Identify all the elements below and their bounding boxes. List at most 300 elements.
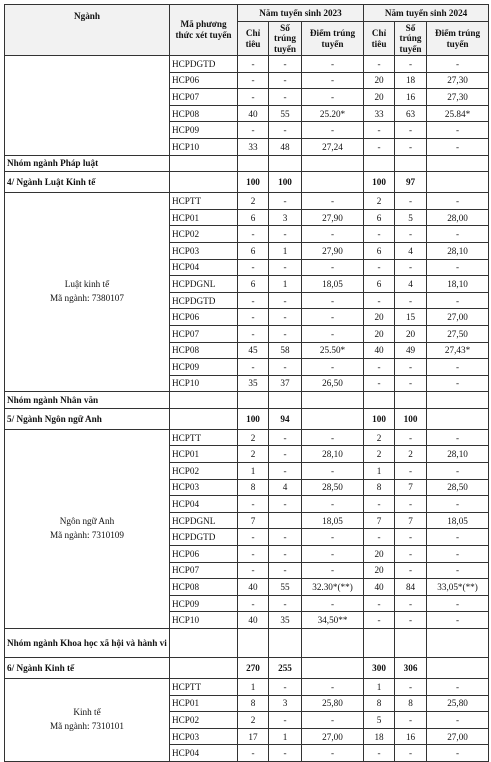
value-cell: - xyxy=(269,529,302,546)
value-cell: 55 xyxy=(269,105,302,122)
group-row xyxy=(5,155,489,172)
total-cell: 270 xyxy=(238,658,269,679)
empty-cell xyxy=(170,155,238,172)
value-cell: 15 xyxy=(395,309,427,326)
value-cell: - xyxy=(395,56,427,73)
value-cell: - xyxy=(395,122,427,139)
value-cell: 33 xyxy=(238,138,269,155)
value-cell: - xyxy=(302,122,364,139)
empty-cell xyxy=(170,172,238,193)
empty-cell xyxy=(364,155,395,172)
value-cell: 2 xyxy=(395,446,427,463)
value-cell: 49 xyxy=(395,342,427,359)
value-cell: - xyxy=(364,56,395,73)
value-cell: - xyxy=(302,429,364,446)
method-code-cell: HCPDGTD xyxy=(170,529,238,546)
value-cell: - xyxy=(238,595,269,612)
table-row xyxy=(5,56,489,73)
value-cell: 40 xyxy=(364,342,395,359)
value-cell: - xyxy=(238,745,269,762)
value-cell: - xyxy=(395,359,427,376)
value-cell: 33 xyxy=(364,105,395,122)
total-cell: 100 xyxy=(238,172,269,193)
method-code-cell: HCP01 xyxy=(170,695,238,712)
value-cell: 28,10 xyxy=(302,446,364,463)
empty-cell xyxy=(427,392,489,409)
value-cell: - xyxy=(395,745,427,762)
value-cell: - xyxy=(364,496,395,513)
value-cell: - xyxy=(238,359,269,376)
value-cell: 25,80 xyxy=(302,695,364,712)
method-code-cell: HCP10 xyxy=(170,138,238,155)
value-cell: 8 xyxy=(238,479,269,496)
value-cell: 7 xyxy=(395,512,427,529)
value-cell xyxy=(269,512,302,529)
method-code-cell: HCP09 xyxy=(170,595,238,612)
value-cell: - xyxy=(238,56,269,73)
value-cell: - xyxy=(238,309,269,326)
header-year-2024: Năm tuyển sinh 2024 xyxy=(364,5,489,22)
value-cell: 20 xyxy=(395,325,427,342)
value-cell: - xyxy=(395,496,427,513)
value-cell: - xyxy=(395,259,427,276)
value-cell: - xyxy=(395,193,427,210)
total-cell xyxy=(302,658,364,679)
method-code-cell: HCP06 xyxy=(170,72,238,89)
value-cell: 2 xyxy=(364,429,395,446)
value-cell: 55 xyxy=(269,579,302,596)
value-cell: 7 xyxy=(395,479,427,496)
empty-cell xyxy=(395,392,427,409)
value-cell: - xyxy=(302,595,364,612)
admission-table xyxy=(4,4,489,762)
method-code-cell: HCP08 xyxy=(170,342,238,359)
method-code-cell: HCP09 xyxy=(170,359,238,376)
value-cell: 2 xyxy=(364,193,395,210)
empty-cell xyxy=(170,658,238,679)
value-cell: - xyxy=(238,562,269,579)
value-cell: 84 xyxy=(395,579,427,596)
value-cell: - xyxy=(302,562,364,579)
value-cell: 58 xyxy=(269,342,302,359)
value-cell: - xyxy=(364,375,395,392)
value-cell: 2 xyxy=(238,193,269,210)
value-cell: 25.50* xyxy=(302,342,364,359)
header-chi-tieu-2023: Chỉ tiêu xyxy=(238,22,269,56)
value-cell: - xyxy=(395,529,427,546)
method-code-cell: HCP04 xyxy=(170,259,238,276)
value-cell: - xyxy=(302,292,364,309)
value-cell: - xyxy=(395,226,427,243)
table-body xyxy=(5,56,489,762)
value-cell: - xyxy=(364,529,395,546)
value-cell: - xyxy=(238,529,269,546)
header-diem-trung-tuyen-2024: Điểm trúng tuyển xyxy=(427,22,489,56)
method-code-cell: HCPTT xyxy=(170,679,238,696)
major-title: 5/ Ngành Ngôn ngữ Anh xyxy=(5,408,170,429)
empty-cell xyxy=(395,155,427,172)
value-cell: - xyxy=(269,562,302,579)
value-cell: - xyxy=(302,496,364,513)
value-cell: - xyxy=(395,595,427,612)
method-code-cell: HCP04 xyxy=(170,496,238,513)
value-cell: 25.20* xyxy=(302,105,364,122)
total-cell: 100 xyxy=(364,172,395,193)
value-cell: 2 xyxy=(238,446,269,463)
major-total-row xyxy=(5,658,489,679)
empty-cell xyxy=(302,155,364,172)
major-total-row xyxy=(5,172,489,193)
value-cell: - xyxy=(269,446,302,463)
method-code-cell: HCP02 xyxy=(170,226,238,243)
value-cell: 35 xyxy=(238,375,269,392)
value-cell: - xyxy=(364,226,395,243)
value-cell: - xyxy=(269,292,302,309)
empty-cell xyxy=(238,392,269,409)
header-so-trung-tuyen-2024: Số trúng tuyển xyxy=(395,22,427,56)
value-cell: 1 xyxy=(364,463,395,480)
value-cell: 1 xyxy=(238,679,269,696)
major-name-cell xyxy=(5,429,170,628)
value-cell: 27,24 xyxy=(302,138,364,155)
method-code-cell: HCP01 xyxy=(170,446,238,463)
method-code-cell: HCP02 xyxy=(170,463,238,480)
value-cell: 6 xyxy=(364,276,395,293)
value-cell: - xyxy=(238,89,269,106)
value-cell: 28,10 xyxy=(427,242,489,259)
value-cell: - xyxy=(302,72,364,89)
value-cell: - xyxy=(269,259,302,276)
value-cell: - xyxy=(395,463,427,480)
empty-cell xyxy=(170,408,238,429)
value-cell: 27,00 xyxy=(427,728,489,745)
value-cell: - xyxy=(269,56,302,73)
value-cell: 18 xyxy=(395,72,427,89)
value-cell: - xyxy=(427,612,489,629)
value-cell: 7 xyxy=(364,512,395,529)
value-cell: - xyxy=(427,122,489,139)
method-code-cell: HCPDGNL xyxy=(170,512,238,529)
value-cell: - xyxy=(269,226,302,243)
empty-cell xyxy=(170,629,238,658)
value-cell: - xyxy=(395,612,427,629)
value-cell: - xyxy=(238,496,269,513)
empty-cell xyxy=(364,629,395,658)
empty-cell xyxy=(364,392,395,409)
value-cell: - xyxy=(269,429,302,446)
total-cell xyxy=(427,658,489,679)
method-code-cell: HCPTT xyxy=(170,193,238,210)
major-title: 6/ Ngành Kinh tế xyxy=(5,658,170,679)
value-cell: 40 xyxy=(238,579,269,596)
value-cell: - xyxy=(302,89,364,106)
major-title: 4/ Ngành Luật Kinh tế xyxy=(5,172,170,193)
value-cell: - xyxy=(238,72,269,89)
major-code: Mã ngành: 7310109 xyxy=(49,529,124,540)
value-cell: 4 xyxy=(395,276,427,293)
value-cell: 33,05*(**) xyxy=(427,579,489,596)
value-cell: 27,00 xyxy=(427,309,489,326)
total-cell: 94 xyxy=(269,408,302,429)
header-so-trung-tuyen-2023: Số trúng tuyển xyxy=(269,22,302,56)
value-cell: 4 xyxy=(395,242,427,259)
value-cell: - xyxy=(269,309,302,326)
table-row xyxy=(5,193,489,210)
value-cell: 3 xyxy=(269,209,302,226)
value-cell: - xyxy=(364,745,395,762)
value-cell: - xyxy=(269,463,302,480)
value-cell: 40 xyxy=(238,612,269,629)
value-cell: - xyxy=(395,429,427,446)
method-code-cell: HCPDGNL xyxy=(170,276,238,293)
header-year-2023: Năm tuyển sinh 2023 xyxy=(238,5,364,22)
value-cell: 20 xyxy=(364,89,395,106)
value-cell: - xyxy=(269,325,302,342)
value-cell: 27,50 xyxy=(427,325,489,342)
value-cell: - xyxy=(269,745,302,762)
value-cell: - xyxy=(427,138,489,155)
value-cell: 28,50 xyxy=(302,479,364,496)
value-cell: - xyxy=(269,546,302,563)
value-cell: - xyxy=(302,463,364,480)
method-code-cell: HCP08 xyxy=(170,105,238,122)
value-cell: 5 xyxy=(395,209,427,226)
value-cell: - xyxy=(238,325,269,342)
value-cell: - xyxy=(302,712,364,729)
value-cell: 20 xyxy=(364,309,395,326)
value-cell: - xyxy=(302,226,364,243)
value-cell: - xyxy=(302,745,364,762)
value-cell: - xyxy=(427,529,489,546)
major-name: Luật kinh tế xyxy=(64,279,110,290)
value-cell: 28,50 xyxy=(427,479,489,496)
method-code-cell: HCP04 xyxy=(170,745,238,762)
value-cell: 45 xyxy=(238,342,269,359)
total-cell: 300 xyxy=(364,658,395,679)
group-title: Nhóm ngành Pháp luật xyxy=(5,155,170,172)
value-cell: - xyxy=(364,595,395,612)
major-name: Kinh tế xyxy=(73,707,101,718)
table-row xyxy=(5,429,489,446)
value-cell: - xyxy=(427,745,489,762)
value-cell: - xyxy=(427,496,489,513)
empty-cell xyxy=(302,392,364,409)
value-cell: - xyxy=(302,309,364,326)
value-cell: 26,50 xyxy=(302,375,364,392)
empty-cell xyxy=(269,392,302,409)
value-cell: 3 xyxy=(269,695,302,712)
method-code-cell: HCP01 xyxy=(170,209,238,226)
method-code-cell: HCP07 xyxy=(170,562,238,579)
method-code-cell: HCP02 xyxy=(170,712,238,729)
value-cell: - xyxy=(427,595,489,612)
empty-cell xyxy=(238,155,269,172)
value-cell: - xyxy=(269,712,302,729)
group-title: Nhóm ngành Nhân văn xyxy=(5,392,170,409)
method-code-cell: HCP10 xyxy=(170,612,238,629)
value-cell: - xyxy=(302,546,364,563)
value-cell: 20 xyxy=(364,325,395,342)
value-cell: - xyxy=(269,89,302,106)
value-cell: 28,10 xyxy=(427,446,489,463)
value-cell: - xyxy=(269,193,302,210)
value-cell: - xyxy=(269,359,302,376)
value-cell: 20 xyxy=(364,562,395,579)
method-code-cell: HCP06 xyxy=(170,546,238,563)
major-name: Ngôn ngữ Anh xyxy=(59,516,115,527)
total-cell: 100 xyxy=(269,172,302,193)
major-name-cell xyxy=(5,193,170,392)
value-cell: 2 xyxy=(238,712,269,729)
value-cell: 18,05 xyxy=(427,512,489,529)
empty-cell xyxy=(395,629,427,658)
empty-cell xyxy=(269,155,302,172)
value-cell: - xyxy=(427,359,489,376)
value-cell: 1 xyxy=(269,276,302,293)
value-cell: - xyxy=(364,359,395,376)
value-cell: 17 xyxy=(238,728,269,745)
empty-cell xyxy=(269,629,302,658)
header-chi-tieu-2024: Chỉ tiêu xyxy=(364,22,395,56)
value-cell: - xyxy=(238,546,269,563)
method-code-cell: HCP07 xyxy=(170,89,238,106)
value-cell: - xyxy=(364,122,395,139)
value-cell: 18 xyxy=(364,728,395,745)
header-diem-trung-tuyen-2023: Điểm trúng tuyển xyxy=(302,22,364,56)
value-cell: 20 xyxy=(364,546,395,563)
method-code-cell: HCP08 xyxy=(170,579,238,596)
value-cell: - xyxy=(364,259,395,276)
value-cell: 20 xyxy=(364,72,395,89)
value-cell: 18,10 xyxy=(427,276,489,293)
value-cell: 27,90 xyxy=(302,209,364,226)
value-cell: 16 xyxy=(395,89,427,106)
value-cell: 16 xyxy=(395,728,427,745)
value-cell: - xyxy=(364,138,395,155)
value-cell: 8 xyxy=(364,695,395,712)
header-nganh: Ngành xyxy=(5,5,170,56)
value-cell: - xyxy=(238,122,269,139)
value-cell: - xyxy=(302,359,364,376)
total-cell: 100 xyxy=(395,408,427,429)
value-cell: 6 xyxy=(364,242,395,259)
method-code-cell: HCPDGTD xyxy=(170,292,238,309)
total-cell: 306 xyxy=(395,658,427,679)
value-cell: 8 xyxy=(364,479,395,496)
major-code: Mã ngành: 7310101 xyxy=(49,720,124,731)
value-cell: 27,90 xyxy=(302,242,364,259)
value-cell: - xyxy=(364,612,395,629)
value-cell: - xyxy=(427,712,489,729)
method-code-cell: HCP03 xyxy=(170,728,238,745)
value-cell: - xyxy=(238,226,269,243)
value-cell: - xyxy=(302,325,364,342)
total-cell xyxy=(302,172,364,193)
value-cell: - xyxy=(395,546,427,563)
value-cell: 6 xyxy=(238,242,269,259)
value-cell: 63 xyxy=(395,105,427,122)
value-cell: - xyxy=(269,496,302,513)
method-code-cell: HCPTT xyxy=(170,429,238,446)
value-cell: 4 xyxy=(269,479,302,496)
value-cell: 1 xyxy=(269,728,302,745)
method-code-cell: HCP03 xyxy=(170,242,238,259)
value-cell: - xyxy=(269,122,302,139)
value-cell: 6 xyxy=(238,276,269,293)
group-title: Nhóm ngành Khoa học xã hội và hành vi xyxy=(5,629,170,658)
total-cell xyxy=(302,408,364,429)
value-cell: 48 xyxy=(269,138,302,155)
value-cell: - xyxy=(395,679,427,696)
value-cell: 37 xyxy=(269,375,302,392)
value-cell: 25.84* xyxy=(427,105,489,122)
value-cell: 18,05 xyxy=(302,512,364,529)
value-cell: - xyxy=(269,595,302,612)
total-cell xyxy=(427,172,489,193)
value-cell: 27,00 xyxy=(302,728,364,745)
value-cell: 32.30*(**) xyxy=(302,579,364,596)
value-cell: - xyxy=(427,679,489,696)
total-cell: 255 xyxy=(269,658,302,679)
value-cell: 35 xyxy=(269,612,302,629)
value-cell: 1 xyxy=(364,679,395,696)
value-cell: 5 xyxy=(364,712,395,729)
value-cell: 6 xyxy=(364,209,395,226)
value-cell: - xyxy=(427,193,489,210)
value-cell: - xyxy=(238,292,269,309)
continued-major-cell xyxy=(5,56,170,156)
value-cell: 2 xyxy=(364,446,395,463)
value-cell: - xyxy=(269,72,302,89)
empty-cell xyxy=(427,155,489,172)
value-cell: - xyxy=(427,259,489,276)
total-cell xyxy=(427,408,489,429)
value-cell: 40 xyxy=(238,105,269,122)
value-cell: - xyxy=(395,375,427,392)
method-code-cell: HCPDGTD xyxy=(170,56,238,73)
header-method: Mã phương thức xét tuyển xyxy=(170,5,238,56)
major-total-row xyxy=(5,408,489,429)
value-cell: - xyxy=(302,193,364,210)
value-cell: - xyxy=(238,259,269,276)
total-cell: 100 xyxy=(238,408,269,429)
empty-cell xyxy=(427,629,489,658)
table-row xyxy=(5,679,489,696)
value-cell: - xyxy=(427,562,489,579)
method-code-cell: HCP09 xyxy=(170,122,238,139)
method-code-cell: HCP06 xyxy=(170,309,238,326)
value-cell: - xyxy=(364,292,395,309)
group-row xyxy=(5,629,489,658)
value-cell: 27,30 xyxy=(427,89,489,106)
value-cell: - xyxy=(302,259,364,276)
total-cell: 100 xyxy=(364,408,395,429)
value-cell: - xyxy=(427,546,489,563)
value-cell: - xyxy=(427,56,489,73)
major-code: Mã ngành: 7380107 xyxy=(49,293,124,304)
value-cell: 6 xyxy=(238,209,269,226)
value-cell: 28,00 xyxy=(427,209,489,226)
value-cell: - xyxy=(395,562,427,579)
value-cell: 27,30 xyxy=(427,72,489,89)
value-cell: 8 xyxy=(395,695,427,712)
empty-cell xyxy=(170,392,238,409)
value-cell: - xyxy=(302,529,364,546)
value-cell: - xyxy=(427,429,489,446)
value-cell: - xyxy=(302,679,364,696)
total-cell: 97 xyxy=(395,172,427,193)
value-cell: - xyxy=(395,712,427,729)
